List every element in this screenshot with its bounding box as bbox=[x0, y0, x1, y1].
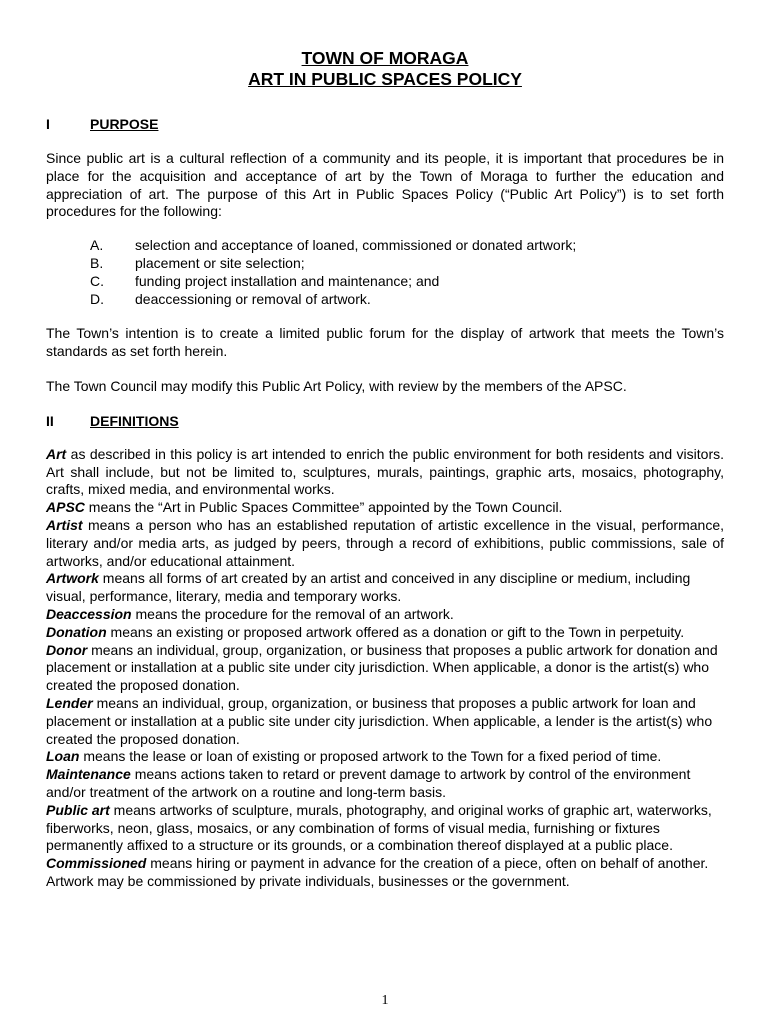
definition-public-art bbox=[46, 802, 724, 855]
list-text: deaccessioning or removal of artwork. bbox=[135, 290, 371, 307]
definition-text: means an existing or proposed artwork offered as a donation or gift to the Town in perpetuity. bbox=[106, 623, 685, 640]
definition-text: means the “Art in Public Spaces Committee” appointed by the Town Council. bbox=[84, 499, 563, 516]
definition-lender bbox=[46, 695, 724, 748]
definition-term: APSC bbox=[46, 499, 85, 516]
definition-artist bbox=[46, 517, 724, 570]
definition-term: Donation bbox=[46, 623, 107, 640]
purpose-intro: Since public art is a cultural reflection of a community and its people, it is important that procedures be in place for the acquisition and acceptance of art by the Town of Moraga to further the education and appreciation of art. The purpose of this Art in Public Spaces Policy (“Public Art Policy”) is to set forth procedures for the following: bbox=[46, 150, 724, 220]
page-number: 1 bbox=[381, 993, 389, 1008]
definition-term: Art bbox=[46, 445, 67, 462]
definition-text: means an individual, group, organization, or business that proposes a public artwork for loan and placement or installation at a public site under city jurisdiction. When applicable, a lender is the artist(s) who created the proposed donation. bbox=[46, 694, 713, 747]
section-number: II bbox=[46, 412, 54, 429]
definition-loan bbox=[46, 748, 724, 766]
list-item bbox=[90, 273, 724, 291]
definition-text: means all forms of art created by an artist and conceived in any discipline or medium, including visual, performance, literary, media and temporary works. bbox=[46, 570, 691, 605]
list-marker: B. bbox=[90, 254, 104, 271]
list-marker: A. bbox=[90, 237, 104, 254]
document-title bbox=[46, 0, 724, 90]
purpose-list bbox=[46, 237, 724, 308]
title-line-1: TOWN OF MORAGA bbox=[301, 48, 469, 68]
definition-term: Lender bbox=[46, 694, 93, 711]
section-title: DEFINITIONS bbox=[90, 412, 179, 429]
definition-term: Maintenance bbox=[46, 766, 131, 783]
definition-artwork bbox=[46, 570, 724, 606]
definition-deaccession bbox=[46, 606, 724, 624]
list-item bbox=[90, 255, 724, 273]
list-text: funding project installation and maintenance; and bbox=[135, 272, 440, 289]
definition-text: means an individual, group, organization, or business that proposes a public artwork for donation and placement or installation at a public site under city jurisdiction. When applicable, a donor is the artist(s) who created the proposed donation. bbox=[46, 641, 718, 694]
section-number: I bbox=[46, 116, 50, 132]
title-line-2: ART IN PUBLIC SPACES POLICY bbox=[248, 69, 522, 89]
definition-text: means the procedure for the removal of an artwork. bbox=[131, 605, 454, 622]
definitions-list bbox=[46, 446, 724, 891]
definition-commissioned bbox=[46, 855, 724, 891]
definition-text: means the lease or loan of existing or proposed artwork to the Town for a fixed period of time. bbox=[79, 748, 662, 765]
definition-text: means hiring or payment in advance for the creation of a piece, often on behalf of another. Artwork may be commissioned by private individuals, businesses or the government. bbox=[46, 855, 709, 889]
list-text: placement or site selection; bbox=[135, 254, 305, 271]
definition-donation bbox=[46, 624, 724, 642]
definition-term: Artist bbox=[46, 516, 83, 533]
definition-apsc bbox=[46, 499, 724, 517]
section-title: PURPOSE bbox=[90, 116, 159, 132]
definition-text: as described in this policy is art intended to enrich the public environment for both residents and visitors. Art shall include, but not be limited to, sculptures, murals, paintings, graphic arts, mosaics, photography, crafts, mixed media, and environmental works. bbox=[46, 445, 724, 498]
definition-text: means actions taken to retard or prevent damage to artwork by control of the environment and/or treatment of the artwork on a routine and long-term basis. bbox=[46, 766, 691, 800]
definition-term: Commissioned bbox=[46, 855, 147, 872]
definition-term: Loan bbox=[46, 748, 80, 765]
definition-term: Public art bbox=[46, 801, 110, 818]
definition-term: Donor bbox=[46, 641, 88, 658]
purpose-paragraph-2: The Town’s intention is to create a limited public forum for the display of artwork that meets the Town’s standards as set forth herein. bbox=[46, 325, 724, 360]
definition-maintenance bbox=[46, 766, 724, 802]
definition-term: Deaccession bbox=[46, 605, 132, 622]
definition-text: means a person who has an established reputation of artistic excellence in the visual, performance, literary and/or media arts, as judged by peers, through a record of exhibitions, public commissions, sale of artworks, and/or educational attainment. bbox=[46, 516, 724, 569]
section-heading-purpose bbox=[46, 116, 724, 133]
definition-art bbox=[46, 446, 724, 499]
definition-donor bbox=[46, 642, 724, 695]
list-item bbox=[90, 291, 724, 309]
list-item bbox=[90, 237, 724, 255]
list-text: selection and acceptance of loaned, commissioned or donated artwork; bbox=[135, 237, 577, 254]
list-marker: C. bbox=[90, 272, 104, 289]
section-heading-definitions bbox=[46, 413, 724, 430]
purpose-paragraph-3: The Town Council may modify this Public Art Policy, with review by the members of the APSC. bbox=[46, 377, 627, 394]
list-marker: D. bbox=[90, 290, 104, 307]
definition-text: means artworks of sculpture, murals, photography, and original works of graphic art, waterworks, fiberworks, neon, glass, mosaics, or any combination of forms of visual media, furnishing or fixtures permanently affixed to a structure or its grounds, or a combination thereof displayed at a public place. bbox=[46, 801, 712, 854]
definition-term: Artwork bbox=[46, 570, 99, 587]
